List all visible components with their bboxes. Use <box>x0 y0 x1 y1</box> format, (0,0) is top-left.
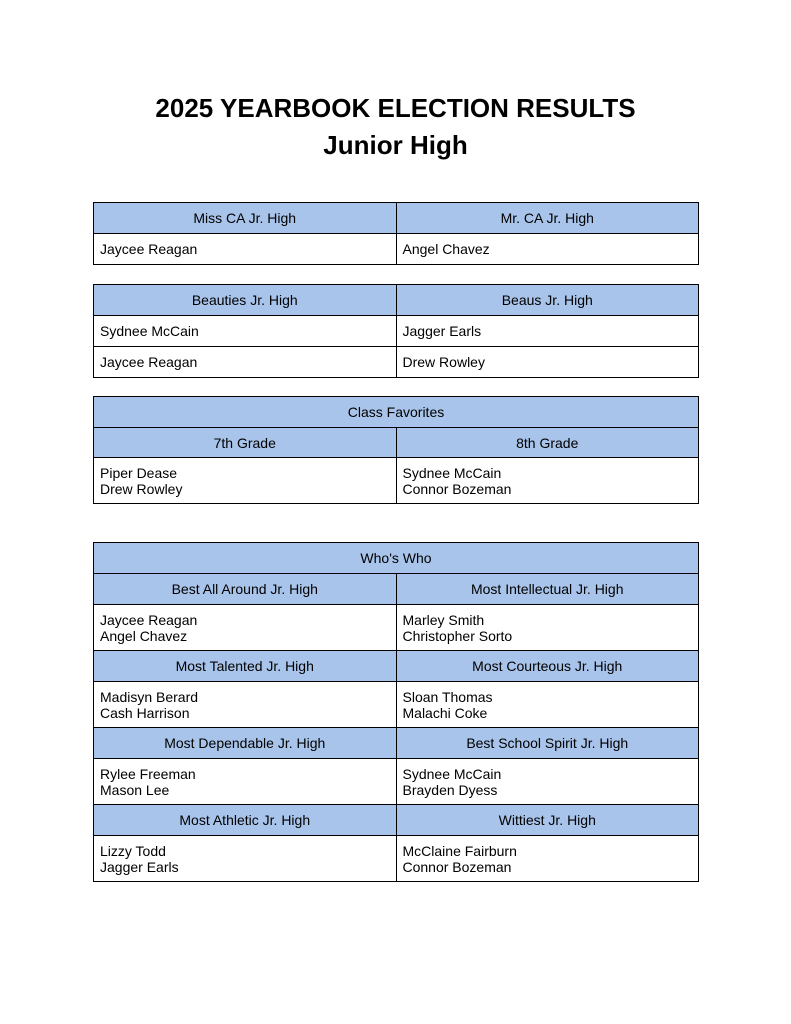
winner-cell: Jaycee Reagan <box>94 234 397 265</box>
winner-name: Connor Bozeman <box>402 858 512 875</box>
winner-name: Sloan Thomas <box>402 688 493 705</box>
grade-header-8th: 8th Grade <box>396 428 699 458</box>
winner-cell <box>94 682 397 728</box>
miss-mr-table <box>93 202 699 265</box>
winner-name: Sydnee McCain <box>402 765 502 782</box>
winner-cell <box>94 759 397 805</box>
table-row <box>94 234 699 265</box>
column-header-miss: Miss CA Jr. High <box>94 203 397 234</box>
winner-name: Malachi Coke <box>402 704 488 721</box>
winner-name: Piper Dease <box>100 464 178 481</box>
page-subtitle: Junior High <box>323 130 468 160</box>
winner-cell: Jagger Earls <box>396 316 699 347</box>
table-row <box>94 759 699 805</box>
winner-cell <box>94 605 397 651</box>
grade-header-7th: 7th Grade <box>94 428 397 458</box>
beauties-beaus-table <box>93 284 699 378</box>
table-row <box>94 605 699 651</box>
category-header: Most Dependable Jr. High <box>94 728 397 759</box>
category-header: Most Courteous Jr. High <box>396 651 699 682</box>
section-header-whos-who: Who's Who <box>94 543 699 574</box>
winner-name: Mason Lee <box>100 781 170 798</box>
table-row <box>94 347 699 378</box>
category-header: Wittiest Jr. High <box>396 805 699 836</box>
winner-cell: Angel Chavez <box>396 234 699 265</box>
category-header: Most Athletic Jr. High <box>94 805 397 836</box>
section-header-class-favorites: Class Favorites <box>94 397 699 428</box>
winner-cell <box>396 759 699 805</box>
category-header: Best School Spirit Jr. High <box>396 728 699 759</box>
column-header-mr: Mr. CA Jr. High <box>396 203 699 234</box>
winner-name: McClaine Fairburn <box>402 842 517 859</box>
category-header: Most Talented Jr. High <box>94 651 397 682</box>
winner-name: Christopher Sorto <box>402 627 513 644</box>
whos-who-table <box>93 542 699 882</box>
winner-name: Sydnee McCain <box>402 464 502 481</box>
winner-name: Connor Bozeman <box>402 480 512 497</box>
table-row <box>94 458 699 504</box>
winner-cell <box>396 836 699 882</box>
table-row <box>94 316 699 347</box>
table-row <box>94 682 699 728</box>
winner-name: Jaycee Reagan <box>100 611 198 628</box>
page-title: 2025 YEARBOOK ELECTION RESULTS <box>155 93 636 123</box>
winner-name: Jagger Earls <box>100 858 179 875</box>
winner-name: Marley Smith <box>402 611 485 628</box>
winner-cell <box>396 458 699 504</box>
winner-name: Cash Harrison <box>100 704 190 721</box>
class-favorites-table <box>93 396 699 504</box>
category-header: Best All Around Jr. High <box>94 574 397 605</box>
column-header-beauties: Beauties Jr. High <box>94 285 397 316</box>
winner-cell <box>94 836 397 882</box>
winner-cell: Jaycee Reagan <box>94 347 397 378</box>
winner-cell <box>94 458 397 504</box>
winner-name: Rylee Freeman <box>100 765 196 782</box>
winner-name: Drew Rowley <box>100 480 183 497</box>
winner-cell <box>396 605 699 651</box>
winner-name: Madisyn Berard <box>100 688 199 705</box>
winner-name: Lizzy Todd <box>100 842 166 859</box>
column-header-beaus: Beaus Jr. High <box>396 285 699 316</box>
winner-cell: Drew Rowley <box>396 347 699 378</box>
winner-cell: Sydnee McCain <box>94 316 397 347</box>
table-row <box>94 836 699 882</box>
winner-cell <box>396 682 699 728</box>
winner-name: Brayden Dyess <box>402 781 498 798</box>
category-header: Most Intellectual Jr. High <box>396 574 699 605</box>
winner-name: Angel Chavez <box>100 627 188 644</box>
